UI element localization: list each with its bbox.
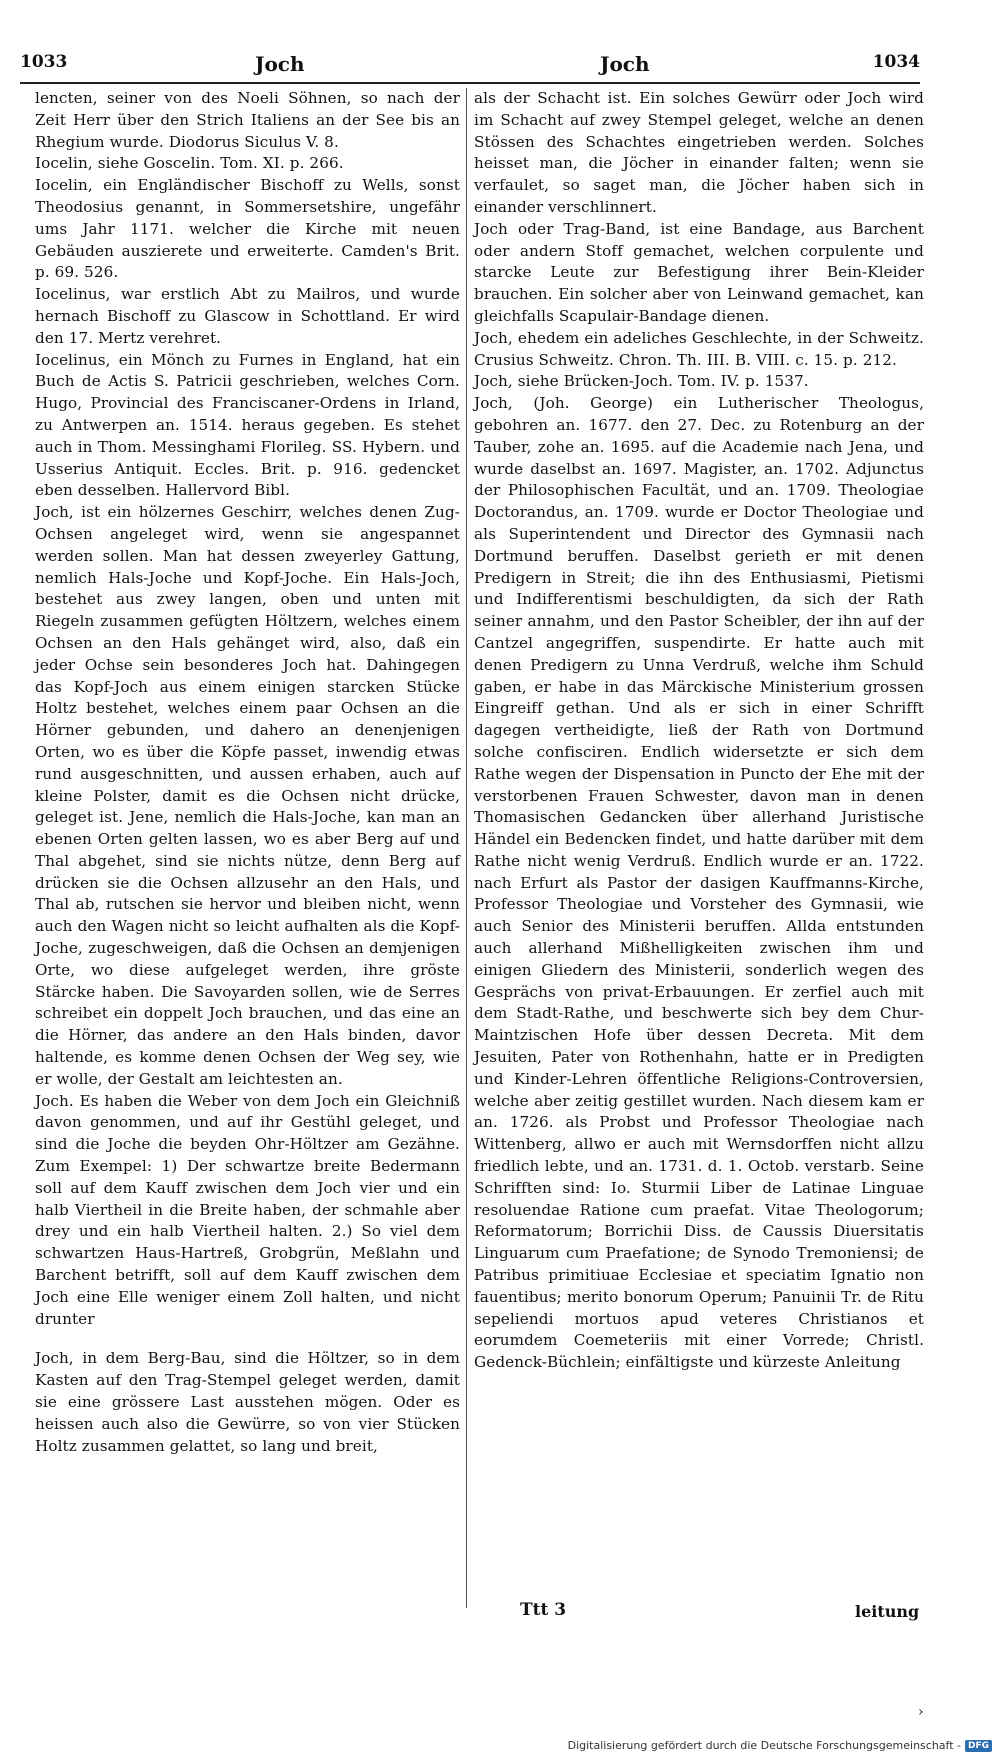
footer-text: Digitalisierung gefördert durch die Deutsche Forschungsgemeinschaft - (567, 1739, 961, 1752)
running-head-right: Joch (600, 52, 650, 76)
entry-text: lencten, seiner von des Noeli Söhnen, so nach der Zeit Herr über den Strich Italiens an der See bis an Rhegium wurde. Diodorus Siculus V. 8. (35, 89, 460, 151)
entry-text: Joch, ist ein hölzernes Geschirr, welches denen Zug-Ochsen angeleget wird, wenn sie angespannet werden sollen. Man hat dessen zweyerley Gattung, nemlich Hals-Joche und Kopf-Joche. Ein Hals-Joch, bestehet aus zwey langen, oben und unten mit Riegeln zusammen gefügten Höltzern, welches einem Ochsen an den Hals gehänget wird, also, daß ein jeder Ochse sein besonderes Joch hat. Dahingegen das Kopf-Joch aus einem einigen starcken Stücke Holtz bestehet, welches einem paar Ochsen an die Hörner gebunden, und dahero an denenjenigen Orten, wo es über die Köpfe passet, inwendig etwas rund ausgeschnitten, und aussen erhaben, auch auf kleine Polster, damit es die Ochsen nicht drücke, geleget ist. Jene, nemlich die Hals-Joche, kan man an ebenen Orten gelten lassen, wo es aber Berg auf und Thal abgehet, sind sie nichts nütze, denn Berg auf drücken sie die Ochsen allzusehr an den Hals, und Thal ab, rutschen sie hervor und bleiben nicht, wenn auch den Wagen nicht so leicht aufhalten als die Kopf-Joche, zugeschweigen, daß die Ochsen an demjenigen Orte, wo diese aufgeleget werden, ihre gröste Stärcke haben. Die Savoyarden sollen, wie de Serres schreibet ein doppelt Joch brauchen, und das eine an die Hörner, das andere an den Hals binden, davor haltende, es komme denen Ochsen der Weg sey, wie er wolle, der Gestalt am leichtesten an. (35, 503, 460, 1088)
entry-text: Iocelin, siehe Goscelin. Tom. XI. p. 266. (35, 154, 344, 173)
entry-text: Joch, ehedem ein adeliches Geschlechte, in der Schweitz. Crusius Schweitz. Chron. Th. III. B. VIII. c. 15. p. 212. (474, 328, 924, 369)
entry-text: Joch. Es haben die Weber von dem Joch ein Gleichniß davon genommen, und auf ihr Gestühl geleget, und sind die Joche die beyden Ohr-Höltzer am Gezähne. Zum Exempel: 1) Der schwartze breite Bedermann soll auf dem Kauff zwischen dem Joch vier und ein halb Viertheil in die Breite haben, der schmahle aber drey und ein halb Viertheil halten. 2.) So viel dem schwartzen Haus-Hartreß, Grobgrün, Meßlahn und Barchent betrifft, soll auf dem Kauff zwischen dem Joch eine Elle weniger einem Zoll halten, und nicht drunter (35, 1091, 460, 1328)
dfg-logo-icon: DFG (965, 1740, 992, 1752)
stray-mark: › (918, 1704, 924, 1720)
entry-text: als der Schacht ist. Ein solches Gewürr oder Joch wird im Schacht auf zwey Stempel geleget, welche an denen Stössen des Schachtes eingetrieben werden. Solches heisset man, die Jöcher in einander falten; wenn sie verfaulet, so saget man, die Jöcher haben sich in einander verschlinnert. (474, 89, 924, 216)
header-rule (20, 82, 920, 84)
entry-text: Iocelinus, ein Mönch zu Furnes in England, hat ein Buch de Actis S. Patricii geschrieben, welches Corn. Hugo, Provincial des Franciscaner-Ordens in Irland, zu Antwerpen an. 1514. heraus gegeben. Es stehet auch in Thom. Messinghami Florileg. SS. Hybern. und Usserius Antiquit. Eccles. Brit. p. 916. gedencket eben desselben. Hallervord Bibl. (35, 350, 460, 500)
entry-text: Iocelinus, war erstlich Abt zu Mailros, und wurde hernach Bischoff zu Glascow in Schottland. Er wird den 17. Mertz verehret. (35, 285, 460, 347)
column-divider (466, 88, 467, 1608)
entry-text: Joch, (Joh. George) ein Lutherischer Theologus, gebohren an. 1677. den 27. Dec. zu Rotenburg an der Tauber, zohe an. 1695. auf die Academie nach Jena, und wurde daselbst an. 1697. Magister, an. 1702. Adjunctus der Philosophischen Facultät, und an. 1709. Theologiae Doctorandus, an. 1709. wurde er Doctor Theologiae und als Superintendent und Director des Gymnasii nach Dortmund beruffen. Daselbst gerieth er mit denen Predigern in Streit; die ihn des Enthusiasmi, Pietismi und Indifferentismi beschuldigten, da sich der Rath seiner annahm, und den Pastor Scheibler, der ihn auf der Cantzel angegriffen, suspendirte. Er hatte auch mit denen Predigern zu Unna Verdruß, welche ihm Schuld gaben, er habe in das Märckische Ministerium grossen Eingreiff gethan. Und als er sich in einer Schrifft dagegen vertheidigte, ließ der Rath von Dortmund solche confisciren. Endlich widersetzte er sich dem Rathe wegen der Dispensation in Puncto der Ehe mit der verstorbenen Frauen Schwester, davon man in denen Thomasischen Gedancken über allerhand Juristische Händel ein Bedencken findet, und hatte darüber mit dem Rathe nicht wenig Verdruß. Endlich wurde er an. 1722. nach Erfurt als Pastor der dasigen Kauffmanns-Kirche, Professor Theologiae und Vorsteher des Gymnasii, wie auch Senior des Ministerii beruffen. Allda entstunden auch allerhand Mißhelligkeiten zwischen ihm und einigen Gliedern des Ministerii, sonderlich wegen des Gesprächs von privat-Erbauungen. Er zerfiel auch mit dem Stadt-Rathe, und beschwerte sich bey dem Chur-Maintzischen Hofe über dessen Decreta. Mit dem Jesuiten, Pater von Rothenhahn, hatte er in Predigten und Kinder-Lehren öffentliche Religions-Controversien, welche aber zeitig gestillet wurden. Nach diesem kam er an. 1726. als Probst und Professor Theologiae nach Wittenberg, allwo er auch mit Wernsdorffen nicht allzu friedlich lebte, und an. 1731. d. 1. Octob. verstarb. Seine Schrifften sind: Io. Sturmii Liber de Latinae Linguae resoluendae Ratione cum praefat. Vitae Theologorum; Reformatorum; Borrichii Diss. de Caussis Diuersitatis Linguarum cum Praefatione; de Synodo Tremoniensi; de Patribus primitiuae Ecclesiae et speciatim Ignatio non fauentibus; merito bonorum Operum; Panuinii Tr. de Ritu sepeliendi mortuos apud veteres Christianos et eorumdem Coemeteriis mit einer Vorrede; Christl. Gedenck-Büchlein; einfältigste und kürzeste Anleitung (474, 394, 924, 1372)
page-number-left: 1033 (20, 52, 68, 72)
catchword: leitung (855, 1602, 920, 1621)
running-head-left: Joch (255, 52, 305, 76)
right-column (474, 88, 924, 1374)
signature-mark: Ttt 3 (520, 1600, 567, 1620)
entry-text: Joch, siehe Brücken-Joch. Tom. IV. p. 1537. (474, 372, 809, 391)
entry-text: Joch, in dem Berg-Bau, sind die Höltzer, so in dem Kasten auf den Trag-Stempel geleget werden, damit sie eine grössere Last ausstehen mögen. Oder es heissen auch also die Gewürre, so von vier Stücken Holtz zusammen gelattet, so lang und breit, (35, 1349, 460, 1455)
entry-text: Joch oder Trag-Band, ist eine Bandage, aus Barchent oder andern Stoff gemachet, welchen corpulente und starcke Leute zur Befestigung ihrer Bein-Kleider brauchen. Ein solcher aber von Leinwand gemachet, kan gleichfalls Scapulair-Bandage dienen. (474, 219, 924, 325)
left-column (35, 88, 460, 1457)
page-number-right: 1034 (872, 52, 920, 72)
digitization-footer (568, 1739, 992, 1752)
entry-text: Iocelin, ein Engländischer Bischoff zu Wells, sonst Theodosius genannt, in Sommersetshire, ungefähr ums Jahr 1171. welcher die Kirche mit neuen Gebäuden auszierete und erweiterte. Camden's Brit. p. 69. 526. (35, 176, 460, 282)
